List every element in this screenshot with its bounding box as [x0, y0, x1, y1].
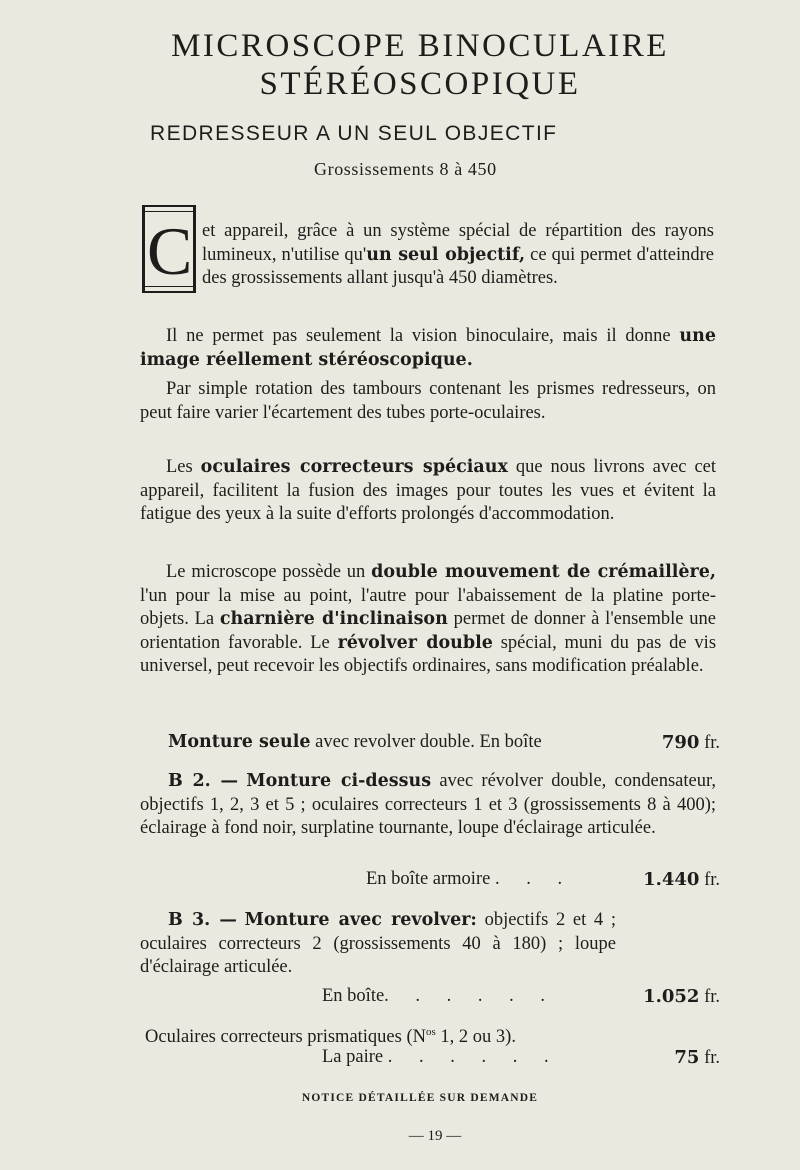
page-title-line-2: STÉRÉOSCOPIQUE	[259, 66, 581, 102]
price-monture-seule: 790 fr.	[661, 732, 720, 753]
intro-paragraph: et appareil, grâce à un système spécial de répartition des rayons lumineux, n'utilise qu'un seul objectif, ce qui permet d'atteindre des grossissements allant jusqu'à 450 diamètres.	[202, 221, 714, 288]
offer-monture-seule: Monture seule avec revolver double. En boîte 790 fr.	[140, 731, 720, 755]
page-subtitle: REDRESSEUR A UN SEUL OBJECTIF	[150, 122, 558, 145]
offer-b3: B 3. — Monture avec revolver: objectifs 2 et 4 ; oculaires correcteurs 2 (grossissements 40 à 180) ; loupe d'éclairage articulée.	[140, 910, 616, 977]
offer-b3-price-line: En boîte. . . . . . 1.052 fr.	[140, 985, 720, 1009]
paragraph-rotation: Par simple rotation des tambours contenant les prismes redresseurs, on peut faire varier l'écartement des tubes porte-oculaires.	[140, 379, 716, 423]
offer-oculaires-price-line: La paire . . . . . . 75 fr.	[140, 1046, 720, 1070]
paragraph-stereo: Il ne permet pas seulement la vision binoculaire, mais il donne une image réellement stéréoscopique.	[140, 326, 716, 370]
price-b2: 1.440 fr.	[643, 869, 720, 890]
paragraph-oculaires: Les oculaires correcteurs spéciaux que nous livrons avec cet appareil, facilitent la fusion des images pour toutes les vues et évitent la fatigue des yeux à la suite d'efforts prolongés d'accommodation.	[140, 457, 717, 524]
paragraph-mouvements: Le microscope possède un double mouvement de crémaillère, l'un pour la mise au point, l'autre pour l'abaissement de la platine porte-objets. La charnière d'inclinaison permet de donner à l'ensemble une orientation favorable. Le révolver double spécial, muni du pas de vis universel, peut recevoir les objectifs ordinaires, sans modification préalable.	[140, 562, 717, 676]
magnification-range: Grossissements 8 à 450	[314, 159, 497, 179]
offer-b2: B 2. — Monture ci-dessus avec révolver double, condensateur, objectifs 1, 2, 3 et 5 ; oculaires correcteurs 1 et 3 (grossissements 8 à 400); éclairage à fond noir, surplatine tournante, loupe d'éclairage articulée.	[140, 771, 716, 838]
drop-cap-frame	[142, 205, 196, 293]
offer-oculaires: Oculaires correcteurs prismatiques ($N^{os}$ 1, 2 ou 3).	[145, 1026, 516, 1048]
drop-cap-letter: C	[147, 213, 193, 289]
offer-b2-price-line: En boîte armoire . . . 1.440 fr.	[140, 868, 720, 892]
price-oculaires: 75 fr.	[674, 1047, 720, 1068]
price-b3: 1.052 fr.	[643, 986, 720, 1007]
page-title-line-1: MICROSCOPE BINOCULAIRE	[171, 28, 669, 64]
notice-footer: NOTICE DÉTAILLÉE SUR DEMANDE	[301, 1092, 539, 1104]
page-number: — 19 —	[408, 1128, 462, 1144]
